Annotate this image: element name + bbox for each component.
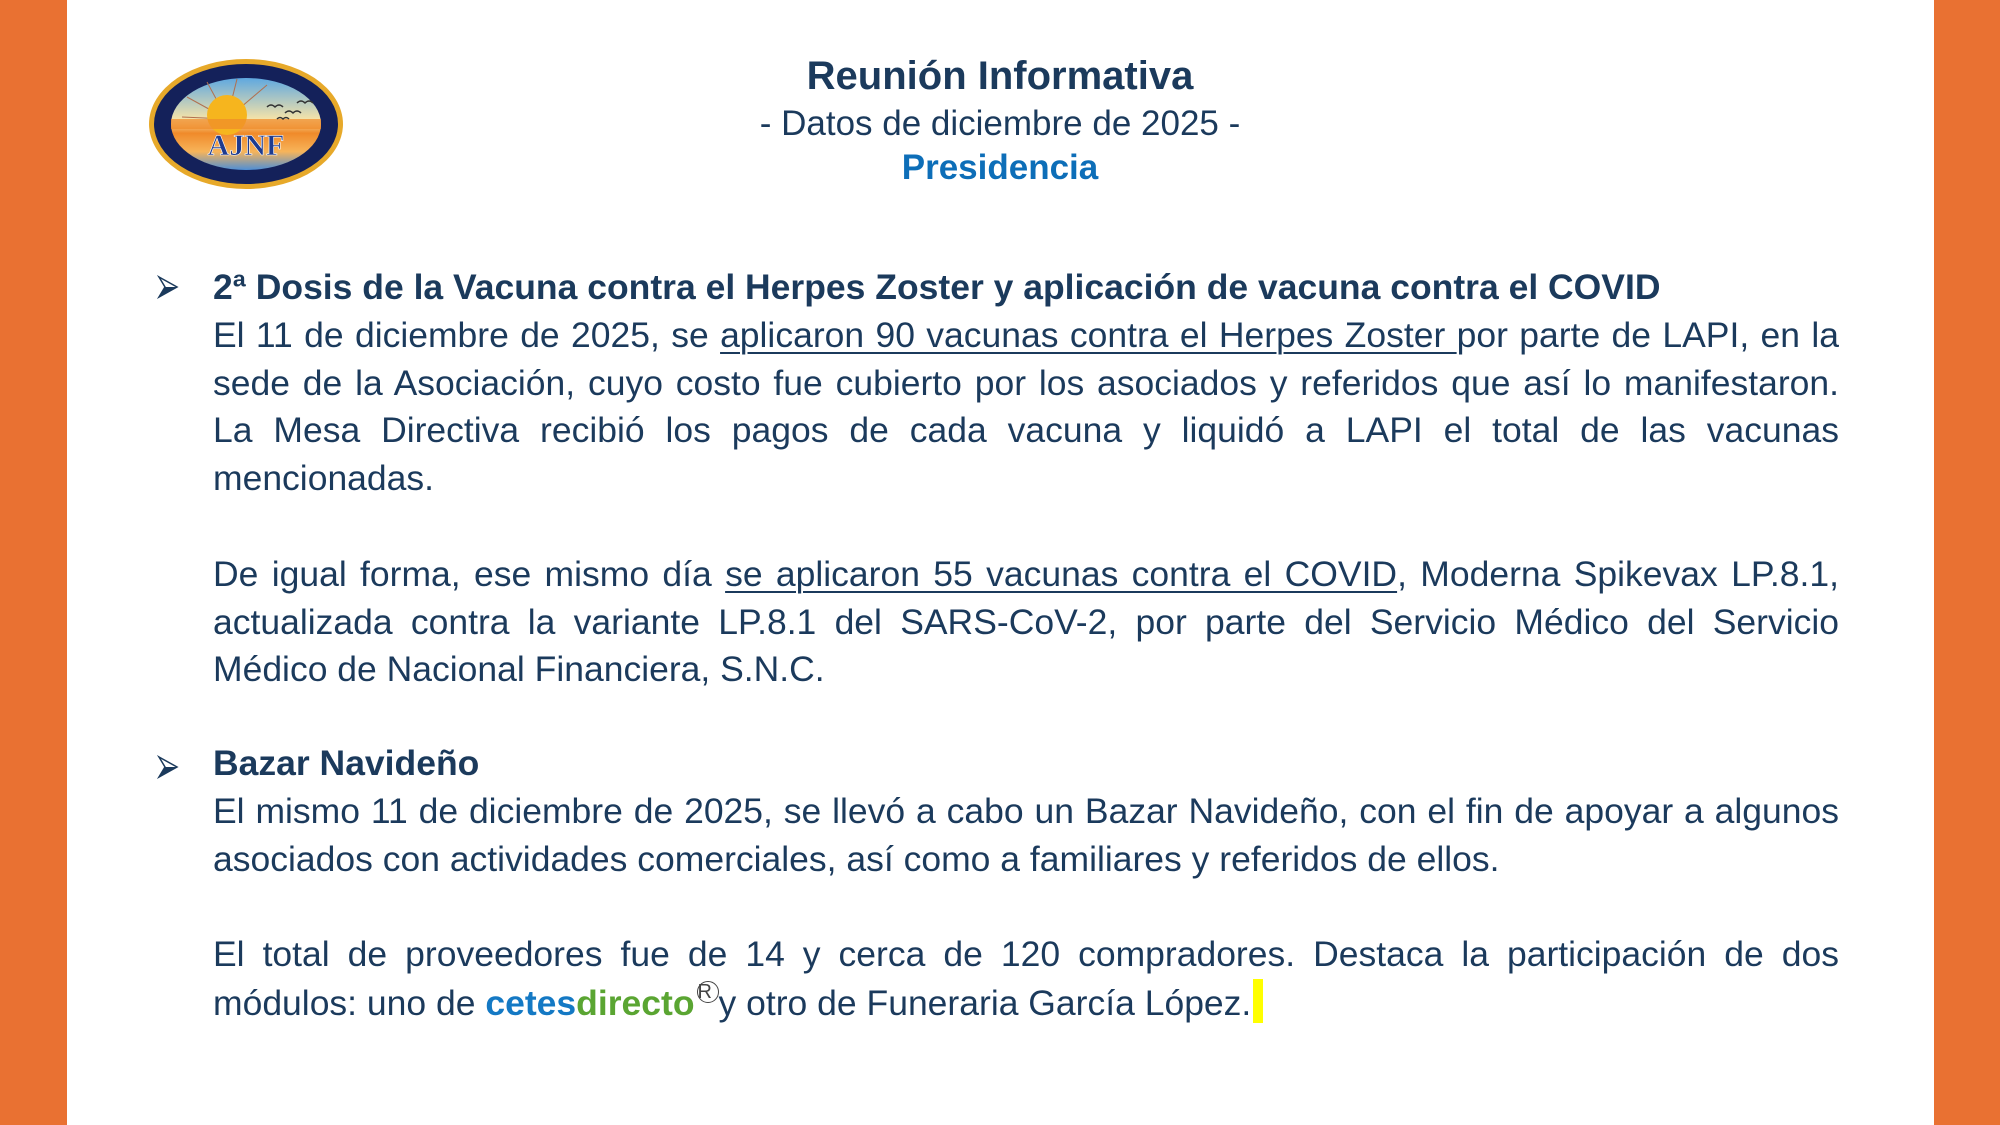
text-span: y otro de Funeraria García López. — [718, 982, 1252, 1023]
bazaar-paragraph-2 — [213, 931, 1839, 1028]
text-span: por parte de LAPI, en la sede de la Asociación, cuyo costo fue cubierto por los asociados y referidos que así lo manifestaron. La Mesa Directiva recibió los pagos de cada vacuna y liquidó a LAPI el total de las vacunas mencionadas. — [213, 314, 1840, 499]
vaccines-paragraph-1 — [213, 312, 1839, 503]
text-cursor-highlight — [1253, 979, 1263, 1023]
section-bazaar — [213, 740, 1839, 1028]
slide-subtitle: - Datos de diciembre de 2025 - — [759, 104, 1241, 143]
department-label: Presidencia — [901, 148, 1099, 187]
slide-title: Reunión Informativa — [806, 54, 1194, 98]
registered-mark-icon: R — [697, 981, 719, 1003]
section-heading-bazaar: Bazar Navideño — [213, 743, 480, 783]
text-span: El 11 de diciembre de 2025, se — [213, 314, 721, 355]
underlined-herpes-count: aplicaron 90 vacunas contra el Herpes Zoster — [720, 314, 1457, 355]
underlined-covid-count: se aplicaron 55 vacunas contra el COVID — [725, 553, 1398, 594]
text-span: De igual forma, ese mismo día — [213, 553, 726, 594]
bazaar-paragraph-1: El mismo 11 de diciembre de 2025, se llevó a cabo un Bazar Navideño, con el fin de apoyar a algunos asociados con actividades comerciales, así como a familiares y referidos de ellos. — [213, 790, 1839, 879]
arrow-bullet-icon — [157, 752, 179, 782]
section-heading-vaccines: 2ª Dosis de la Vacuna contra el Herpes Zoster y aplicación de vacuna contra el COVID — [213, 267, 1661, 307]
vaccines-paragraph-2 — [213, 551, 1839, 694]
brand-cetes: cetes — [485, 982, 577, 1023]
svg-text:AJNF: AJNF — [207, 129, 285, 162]
text-span: El total de proveedores fue de 14 y cerca de 120 compradores. Destaca la participación de dos módulos: uno de — [213, 934, 1839, 1023]
text-span: , Moderna Spikevax LP.8.1, actualizada contra la variante LP.8.1 del SARS-CoV-2, por parte del Servicio Médico del Servicio Médico de Nacional Financiera, S.N.C. — [213, 553, 1840, 690]
section-vaccines — [213, 264, 1839, 694]
ajnf-logo — [147, 57, 345, 191]
right-orange-bar — [1934, 0, 2000, 1125]
brand-directo: directo — [576, 982, 695, 1023]
arrow-bullet-icon — [157, 272, 179, 302]
left-orange-bar — [0, 0, 67, 1125]
